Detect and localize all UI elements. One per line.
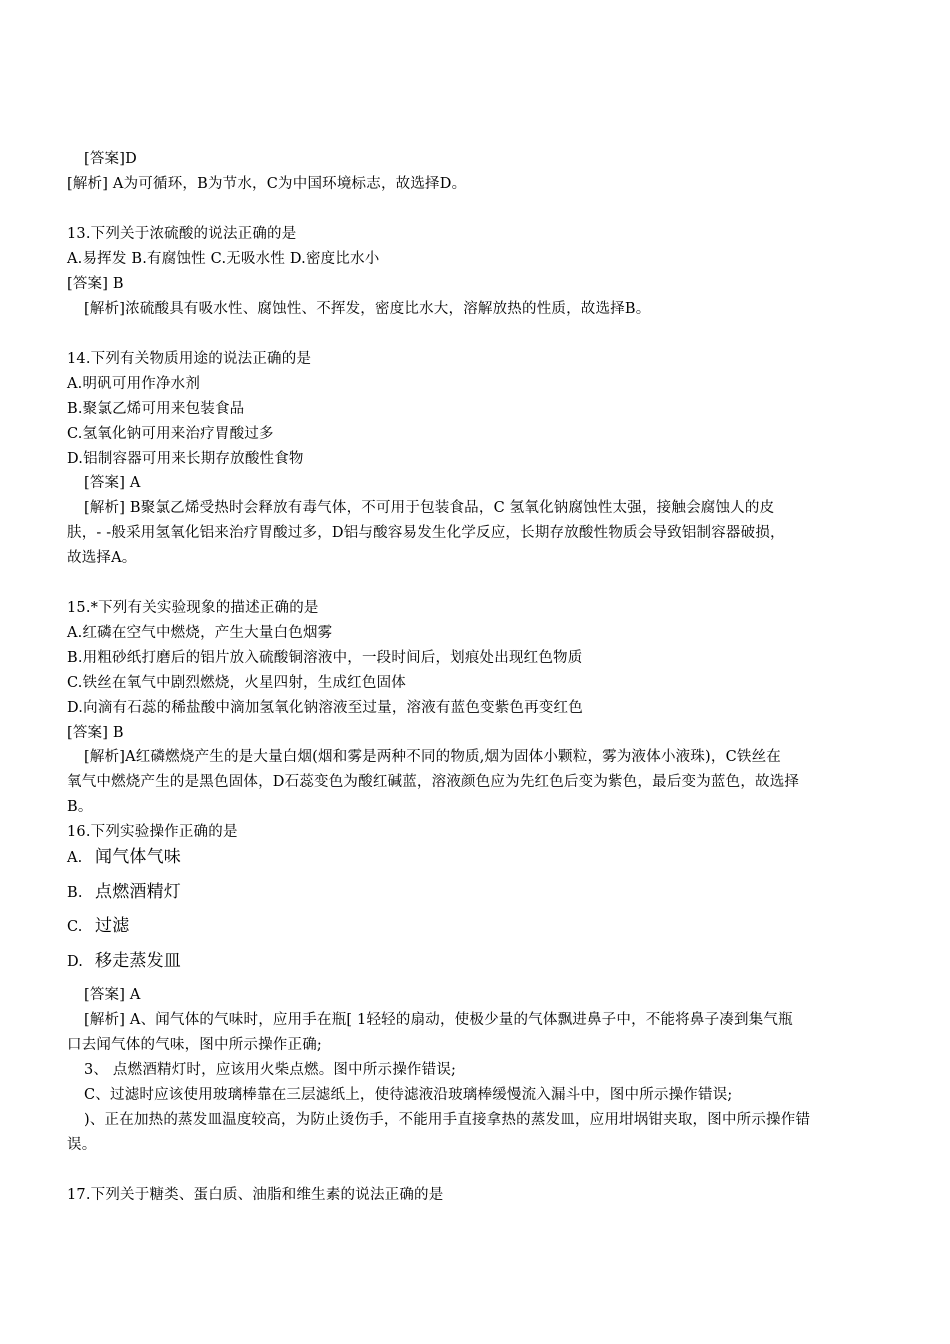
q14-option-a: A.明矾可用作净水剂	[67, 376, 201, 392]
q15-analysis-line: [解析]A红磷燃烧产生的是大量白烟(烟和雾是两种不同的物质,烟为固体小颗粒，雾为液体小液珠)，C铁丝在	[84, 749, 781, 765]
option-label: D.	[67, 954, 84, 970]
q16-option-c	[67, 915, 129, 938]
q16-analysis-line: 误。	[67, 1137, 97, 1153]
option-label: C.	[67, 919, 83, 935]
option-label: B.	[67, 885, 83, 901]
q16-analysis-line: [解析] A、闻气体的气味时，应用手在瓶[ 1轻轻的扇动，使极少量的气体飘进鼻子中，不能将鼻子凑到集气瓶	[84, 1012, 793, 1028]
q13-options: A.易挥发 B.有腐蚀性 C.无吸水性 D.密度比水小	[67, 251, 380, 267]
q12-analysis: [解析] A为可循环，B为节水，C为中国环境标志，故选择D。	[67, 176, 467, 192]
q14-analysis-line: 故选择A。	[67, 550, 137, 566]
q14-option-c: C.氢氧化钠可用来治疗胃酸过多	[67, 426, 274, 442]
q16-option-b	[67, 881, 181, 904]
q15-option-d: D.向滴有石蕊的稀盐酸中滴加氢氧化钠溶液至过量，溶液有蓝色变紫色再变红色	[67, 700, 583, 716]
q12-answer: [答案]D	[84, 151, 137, 167]
option-text: 过滤	[95, 916, 130, 936]
q16-answer: [答案] A	[84, 987, 141, 1003]
q15-option-c: C.铁丝在氧气中剧烈燃烧，火星四射，生成红色固体	[67, 675, 406, 691]
option-text: 点燃酒精灯	[95, 882, 181, 902]
q15-analysis-line: 氧气中燃烧产生的是黑色固体，D石蕊变色为酸红碱蓝，溶液颜色应为先红色后变为紫色，最后变为蓝色，故选择	[67, 774, 800, 790]
q16-analysis-line: 口去闻气体的气味，图中所示操作正确;	[67, 1037, 322, 1053]
q16-stem: 16.下列实验操作正确的是	[67, 824, 238, 840]
q16-option-d	[67, 950, 181, 973]
q14-analysis-line: 肤，- -般采用氢氧化铝来治疗胃酸过多，D铝与酸容易发生化学反应，长期存放酸性物质会导致铝制容器破损，	[67, 525, 785, 541]
q17-stem: 17.下列关于糖类、蛋白质、油脂和维生素的说法正确的是	[67, 1187, 444, 1203]
option-text: 移走蒸发皿	[95, 951, 181, 971]
q15-analysis-line: B。	[67, 799, 93, 815]
q13-stem: 13.下列关于浓硫酸的说法正确的是	[67, 226, 297, 242]
q13-answer: [答案] B	[67, 276, 124, 292]
q15-option-b: B.用粗砂纸打磨后的铝片放入硫酸铜溶液中，一段时间后，划痕处出现红色物质	[67, 650, 583, 666]
q16-analysis-line: C、过滤时应该使用玻璃棒靠在三层滤纸上，使待滤液沿玻璃棒缓慢流入漏斗中，图中所示操作错误;	[84, 1087, 733, 1103]
q14-option-d: D.铝制容器可用来长期存放酸性食物	[67, 451, 304, 467]
q15-answer: [答案] B	[67, 725, 124, 741]
q14-option-b: B.聚氯乙烯可用来包装食品	[67, 401, 245, 417]
q15-option-a: A.红磷在空气中燃烧，产生大量白色烟雾	[67, 625, 333, 641]
q16-analysis-line: )、正在加热的蒸发皿温度较高，为防止烫伤手，不能用手直接拿热的蒸发皿，应用坩埚钳夹取，图中所示操作错	[84, 1112, 811, 1128]
q13-analysis: [解析]浓硫酸具有吸水性、腐蚀性、不挥发，密度比水大，溶解放热的性质，故选择B。	[84, 301, 651, 317]
option-label: A.	[67, 850, 83, 866]
q16-analysis-line: 3、 点燃酒精灯时，应该用火柴点燃。图中所示操作错误;	[84, 1062, 457, 1078]
q14-stem: 14.下列有关物质用途的说法正确的是	[67, 351, 312, 367]
q15-stem: 15.*下列有关实验现象的描述正确的是	[67, 600, 319, 616]
q14-analysis-line: [解析] B聚氯乙烯受热时会释放有毒气体，不可用于包装食品，C 氢氧化钠腐蚀性太强，接触会腐蚀人的皮	[84, 500, 775, 516]
q14-answer: [答案] A	[84, 475, 141, 491]
option-text: 闻气体气味	[95, 847, 181, 867]
q16-option-a	[67, 846, 181, 869]
